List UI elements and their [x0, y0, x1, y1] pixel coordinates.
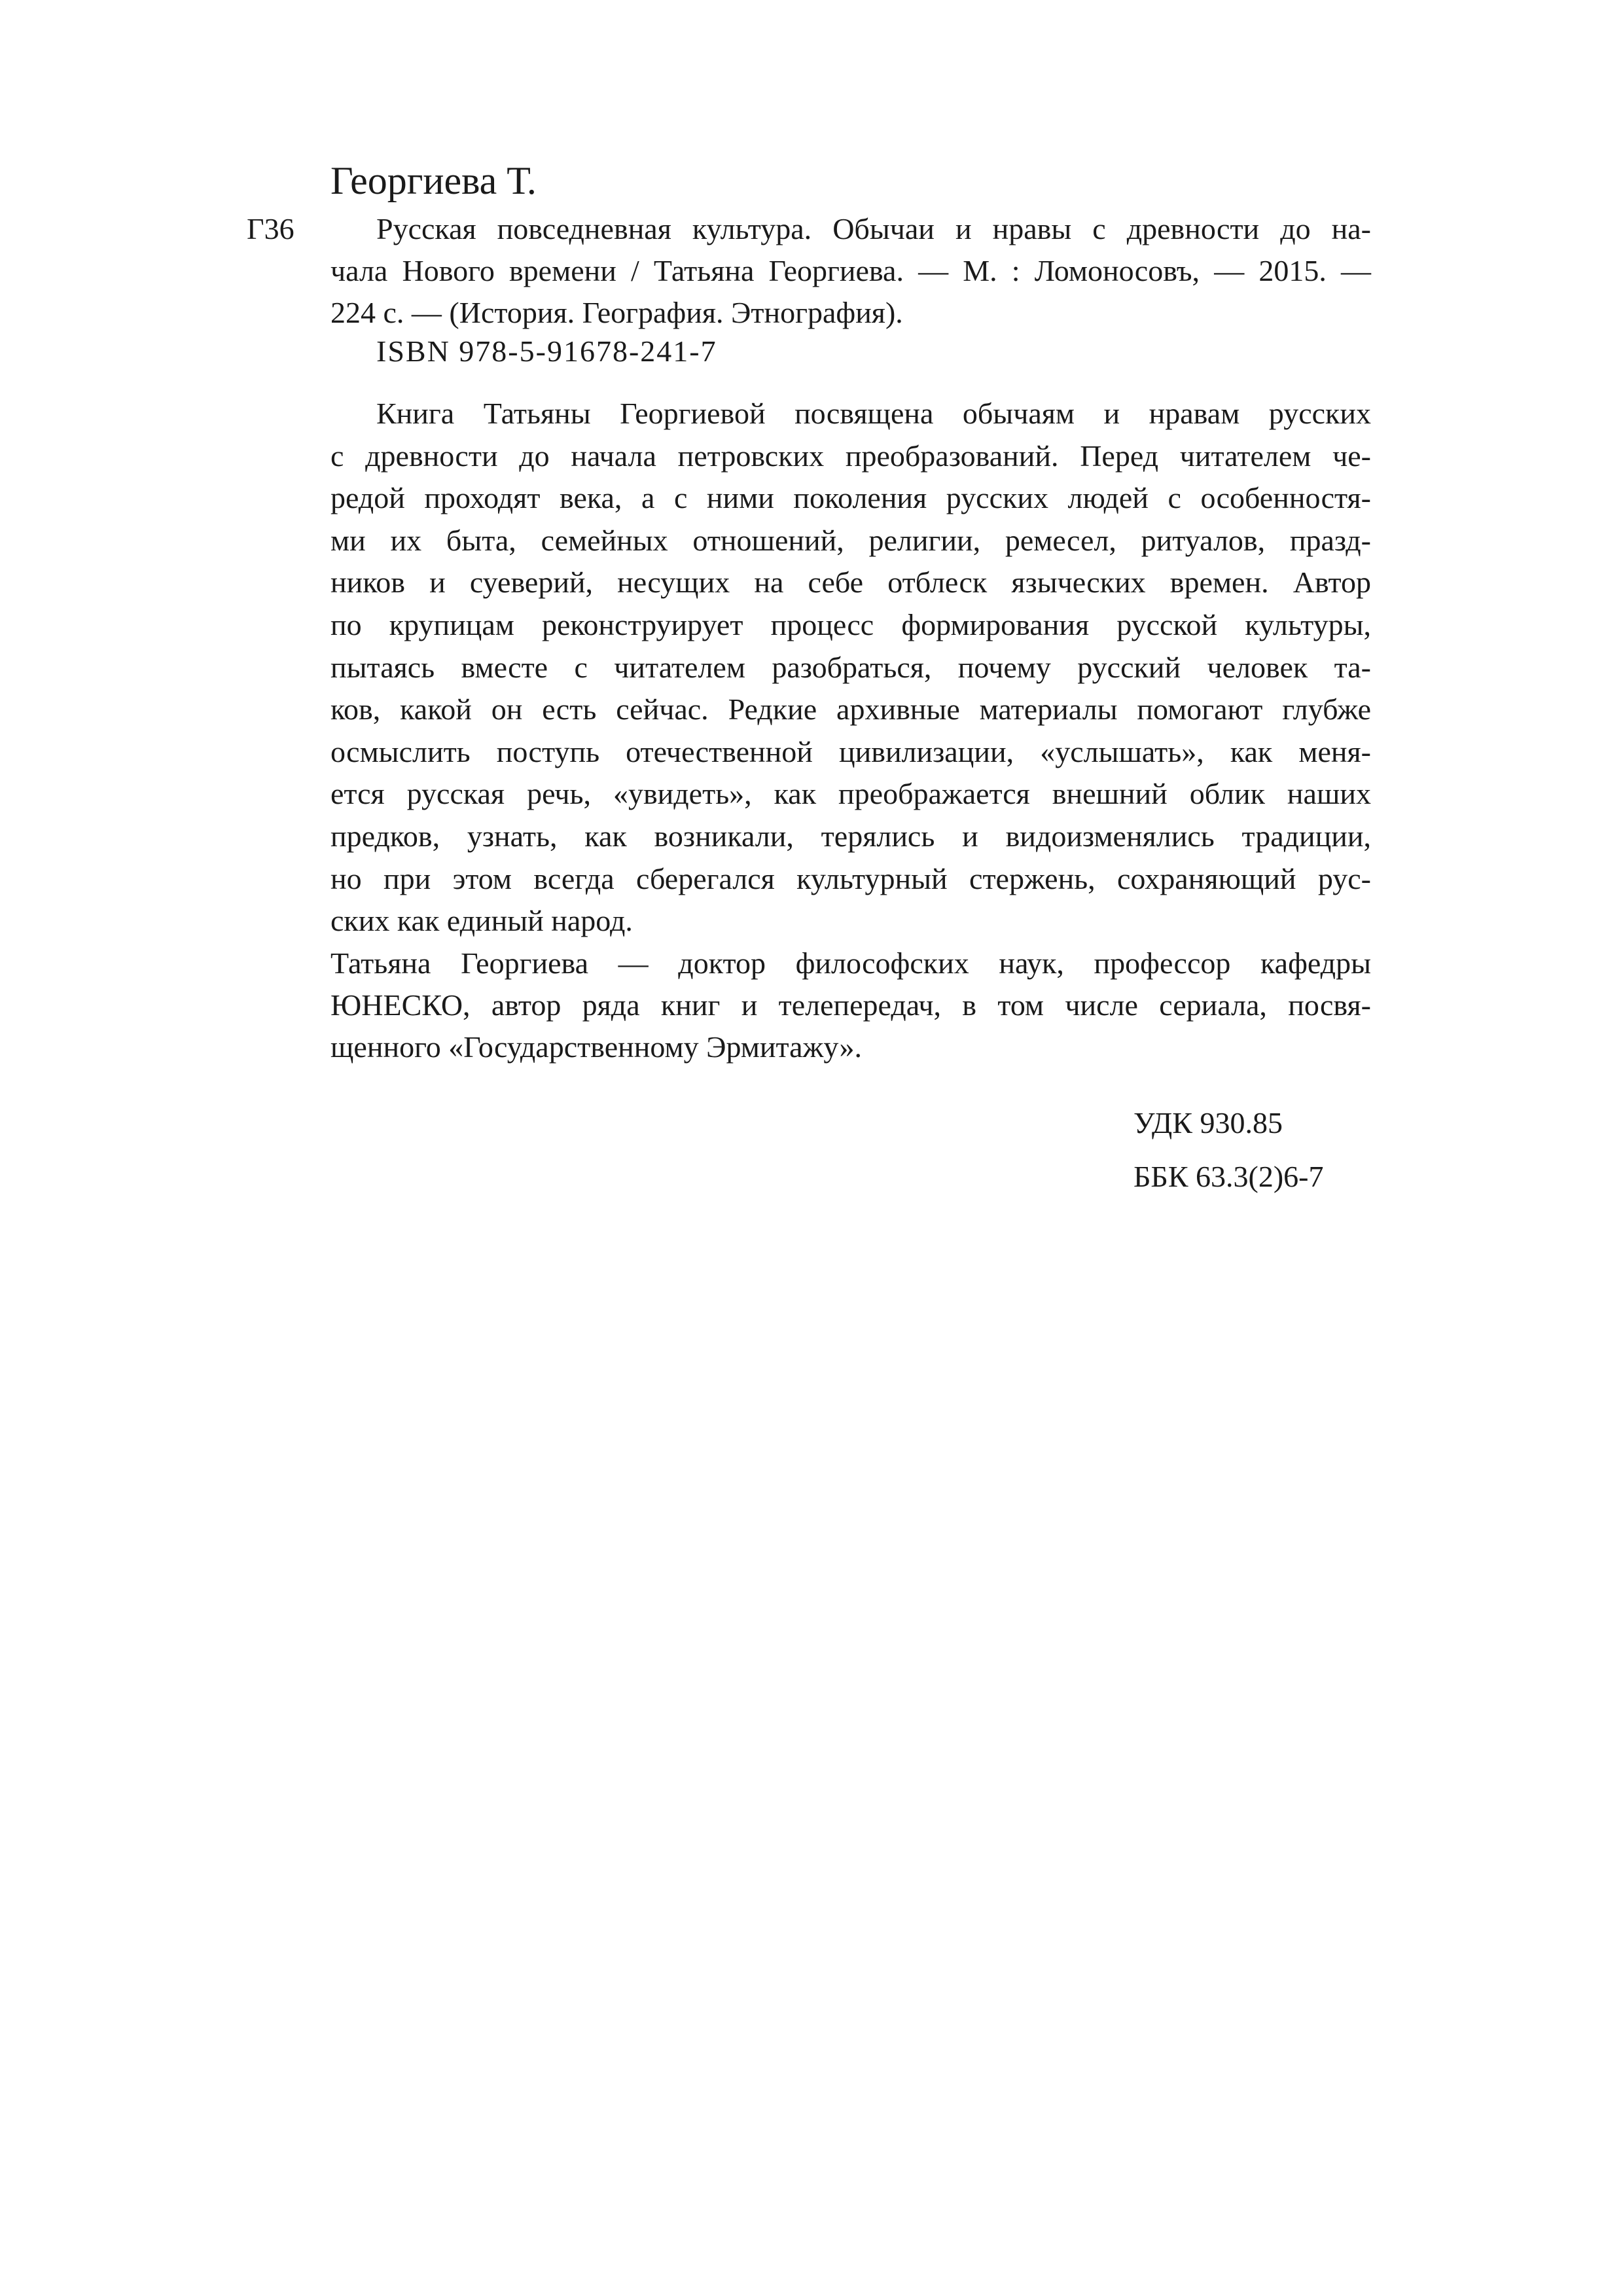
abstract-line: ских как единый народ. [330, 904, 633, 938]
abstract-line: редой проходят века, а с ними поколения русских людей с особенностя- [330, 481, 1371, 515]
abstract-line: осмыслить поступь отечественной цивилизации, «услышать», как меня- [330, 734, 1371, 768]
abstract-line: ми их быта, семейных отношений, религии, ремесел, ритуалов, празд- [330, 523, 1371, 557]
abstract-line: но при этом всегда сберегался культурный стержень, сохраняющий рус- [330, 861, 1371, 895]
about-line: щенного «Государственному Эрмитажу». [330, 1030, 862, 1064]
classification-codes [1133, 1096, 1323, 1204]
isbn: ISBN 978-5-91678-241-7 [376, 334, 717, 368]
biblio-line: Русская повседневная культура. Обычаи и нравы с древности до на- [376, 212, 1371, 245]
abstract-line: Книга Татьяны Георгиевой посвящена обычаям и нравам русских [376, 397, 1371, 430]
about-line: Татьяна Георгиева — доктор философских наук, профессор кафедры [330, 946, 1371, 980]
udk-code: УДК 930.85 [1133, 1106, 1283, 1139]
bbk-code: ББК 63.3(2)6-7 [1133, 1160, 1324, 1193]
biblio-line: чала Нового времени / Татьяна Георгиева. — М. : Ломоносовъ, — 2015. — [330, 254, 1371, 287]
abstract-line: предков, узнать, как возникали, терялись и видоизменялись традиции, [330, 819, 1371, 853]
abstract-line: ников и суеверий, несущих на себе отблеск языческих времен. Автор [330, 565, 1371, 600]
abstract-line: по крупицам реконструирует процесс формирования русской культуры, [330, 607, 1371, 641]
about-author [330, 942, 1371, 1068]
abstract-line: ков, какой он есть сейчас. Редкие архивные материалы помогают глубже [330, 692, 1371, 726]
bibliographic-description [330, 208, 1371, 334]
biblio-line: 224 с. — (История. География. Этнография). [330, 296, 903, 329]
about-line: ЮНЕСКО, автор ряда книг и телепередач, в том числе сериала, посвя- [330, 988, 1371, 1022]
author-heading: Георгиева Т. [330, 159, 537, 202]
abstract-line: пытаясь вместе с читателем разобраться, почему русский человек та- [330, 650, 1371, 684]
catalog-code: Г36 [247, 212, 294, 245]
abstract [330, 393, 1371, 942]
abstract-line: ется русская речь, «увидеть», как преображается внешний облик наших [330, 777, 1371, 811]
abstract-line: с древности до начала петровских преобразований. Перед читателем че- [330, 439, 1371, 473]
